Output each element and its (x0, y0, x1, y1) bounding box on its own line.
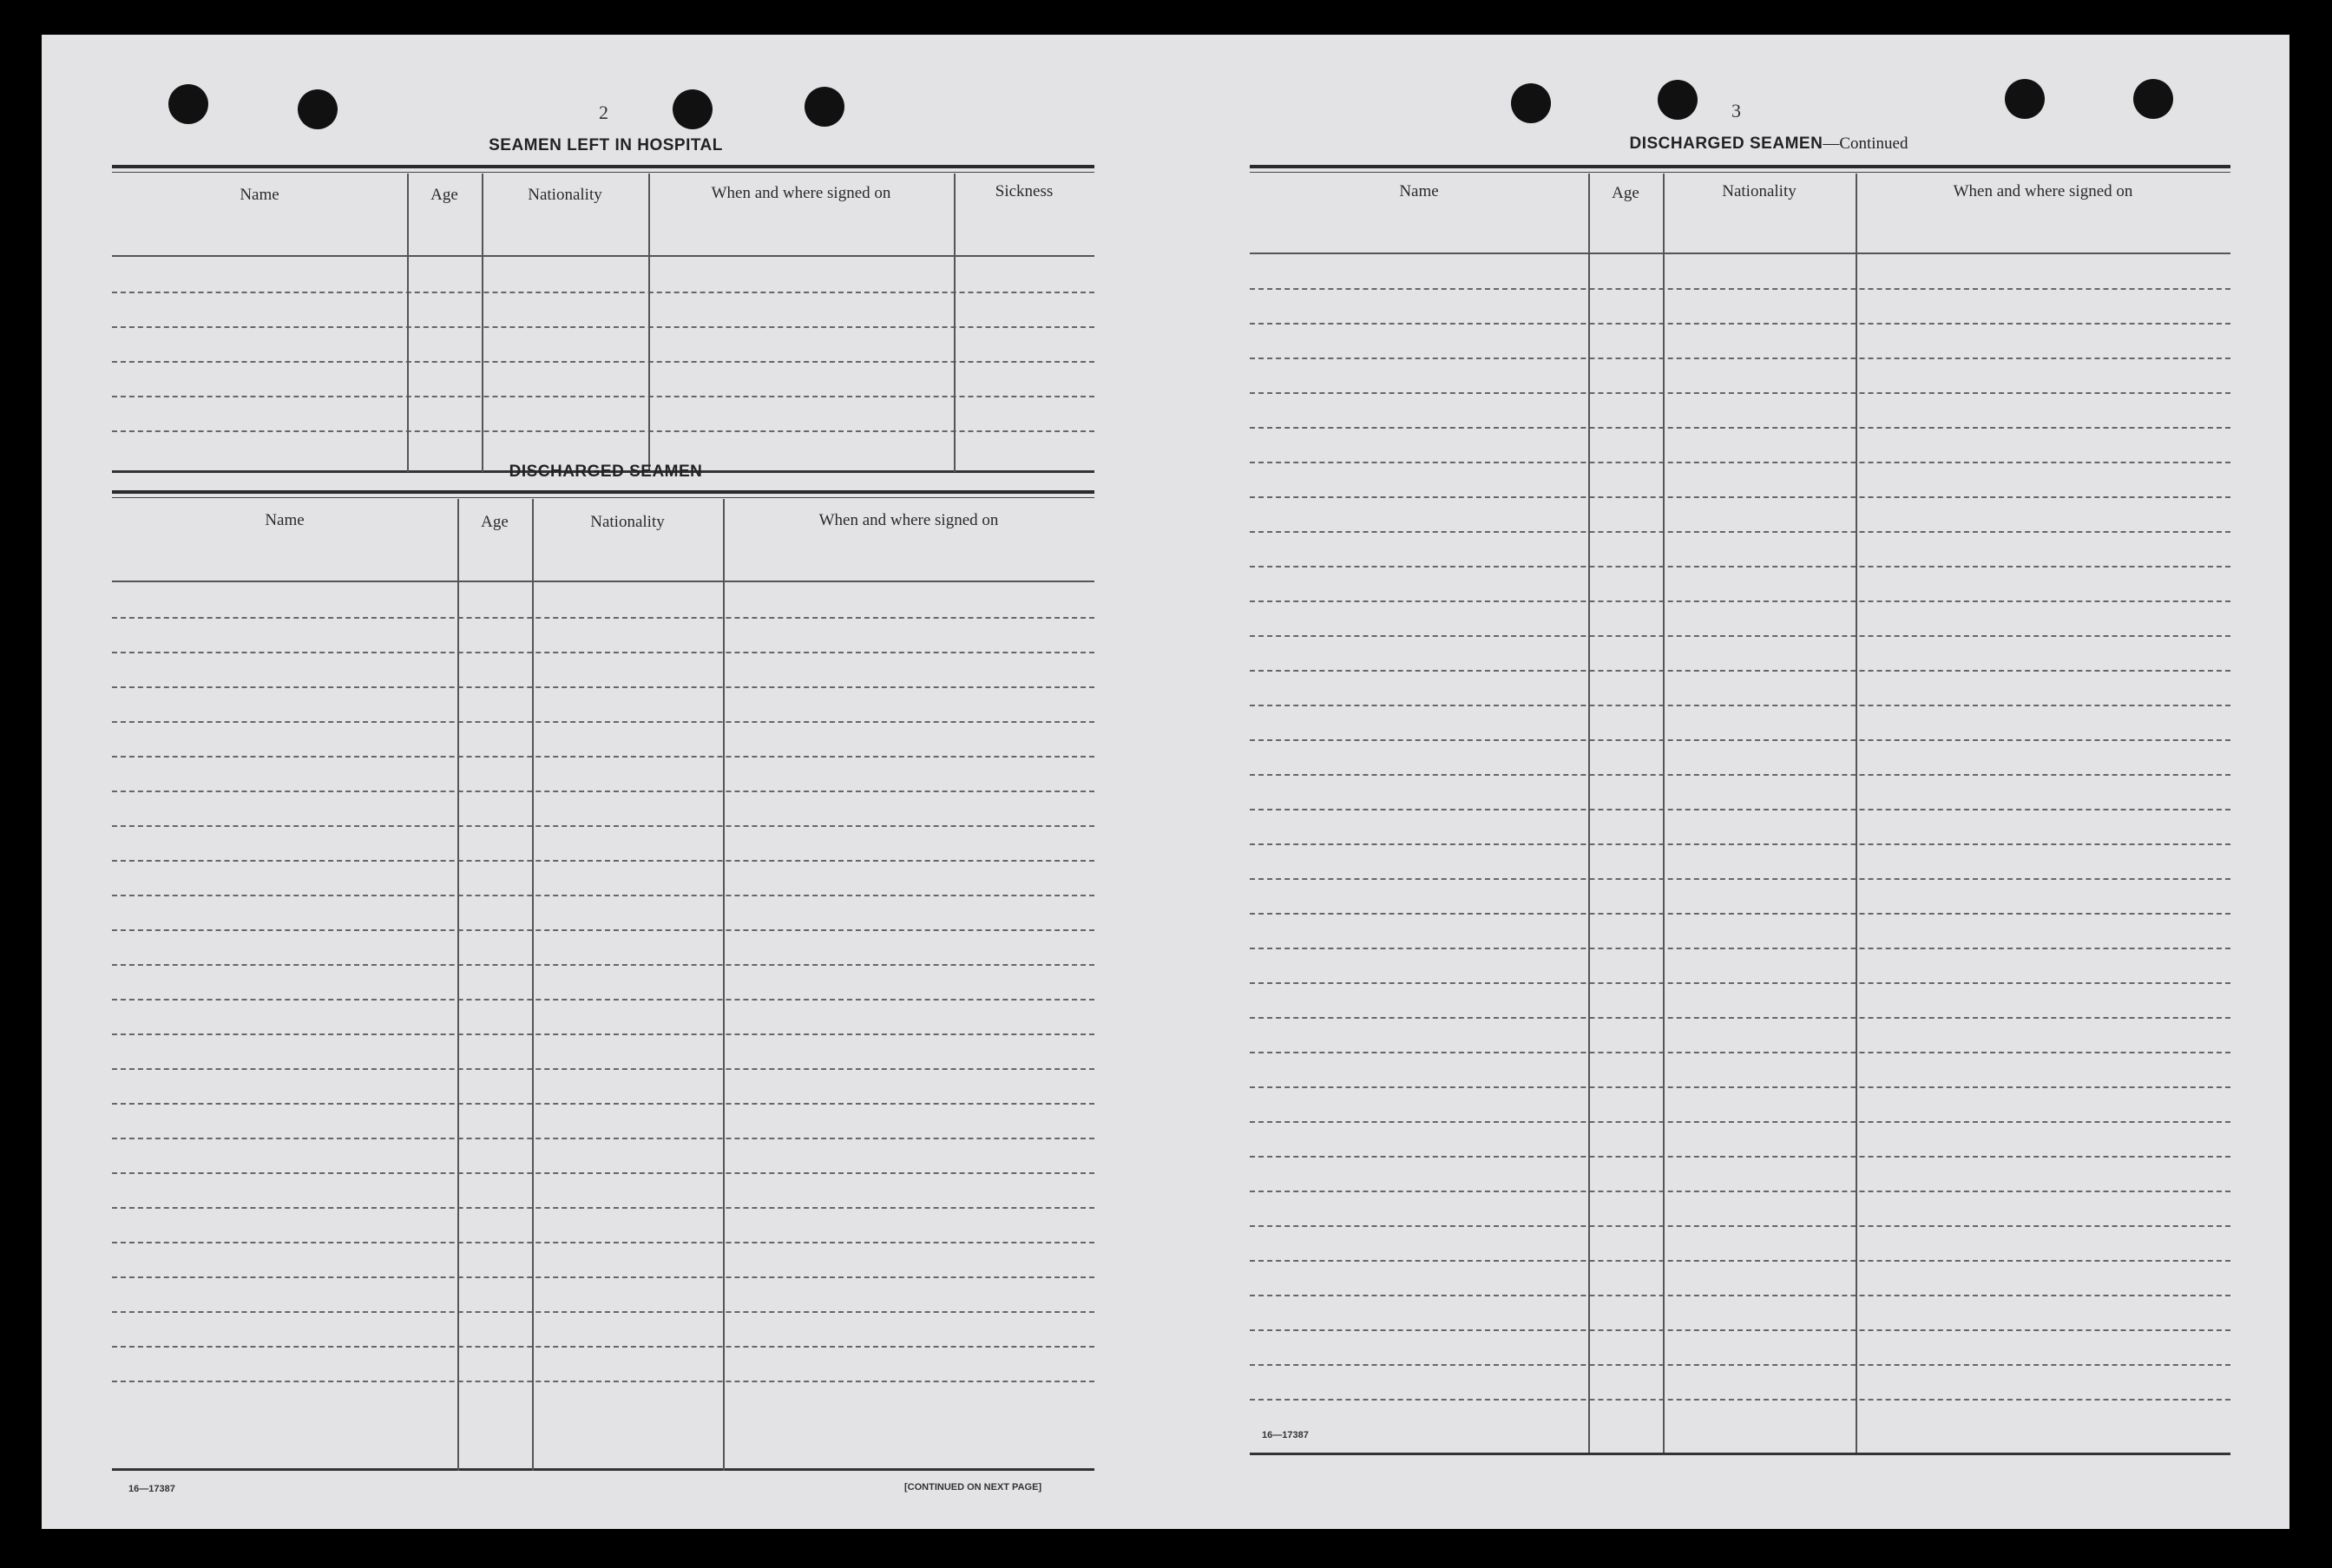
title-suffix: —Continued (1823, 134, 1908, 153)
column-header-signed-on: When and where signed on (711, 184, 891, 202)
column-header-nationality: Nationality (590, 513, 665, 531)
title-main: DISCHARGED SEAMEN (1629, 134, 1823, 153)
discharged-table-left (112, 490, 1094, 1473)
section-title-discharged-continued (1465, 134, 2073, 154)
column-header-nationality: Nationality (528, 186, 602, 204)
column-header-sickness: Sickness (995, 182, 1054, 200)
punch-hole (2133, 79, 2173, 119)
column-header-name: Name (240, 186, 279, 204)
section-title-discharged: DISCHARGED SEAMEN (509, 463, 703, 481)
column-header-name: Name (265, 511, 305, 529)
column-header-age: Age (1612, 184, 1639, 202)
column-header-signed-on: When and where signed on (818, 511, 999, 529)
column-header-age: Age (430, 186, 458, 204)
punch-hole (298, 89, 338, 129)
discharged-table-right (1250, 165, 2230, 1462)
form-number: 16—17387 (128, 1484, 175, 1494)
punch-hole (805, 87, 844, 127)
column-header-name: Name (1399, 182, 1439, 200)
continued-note: [CONTINUED ON NEXT PAGE] (904, 1482, 1042, 1493)
punch-hole (2005, 79, 2045, 119)
column-header-signed-on: When and where signed on (1953, 182, 2133, 200)
punch-hole (168, 84, 208, 124)
punch-hole (673, 89, 713, 129)
column-header-nationality: Nationality (1722, 182, 1797, 200)
hospital-table (112, 165, 1094, 477)
punch-hole (1511, 83, 1551, 123)
section-title-hospital: SEAMEN LEFT IN HOSPITAL (489, 136, 723, 154)
punch-hole (1658, 80, 1698, 120)
page-number: 3 (1731, 100, 1741, 121)
form-number: 16—17387 (1262, 1430, 1309, 1440)
column-header-age: Age (481, 513, 509, 531)
scanned-sheet (42, 35, 2289, 1529)
page-number: 2 (599, 102, 608, 123)
